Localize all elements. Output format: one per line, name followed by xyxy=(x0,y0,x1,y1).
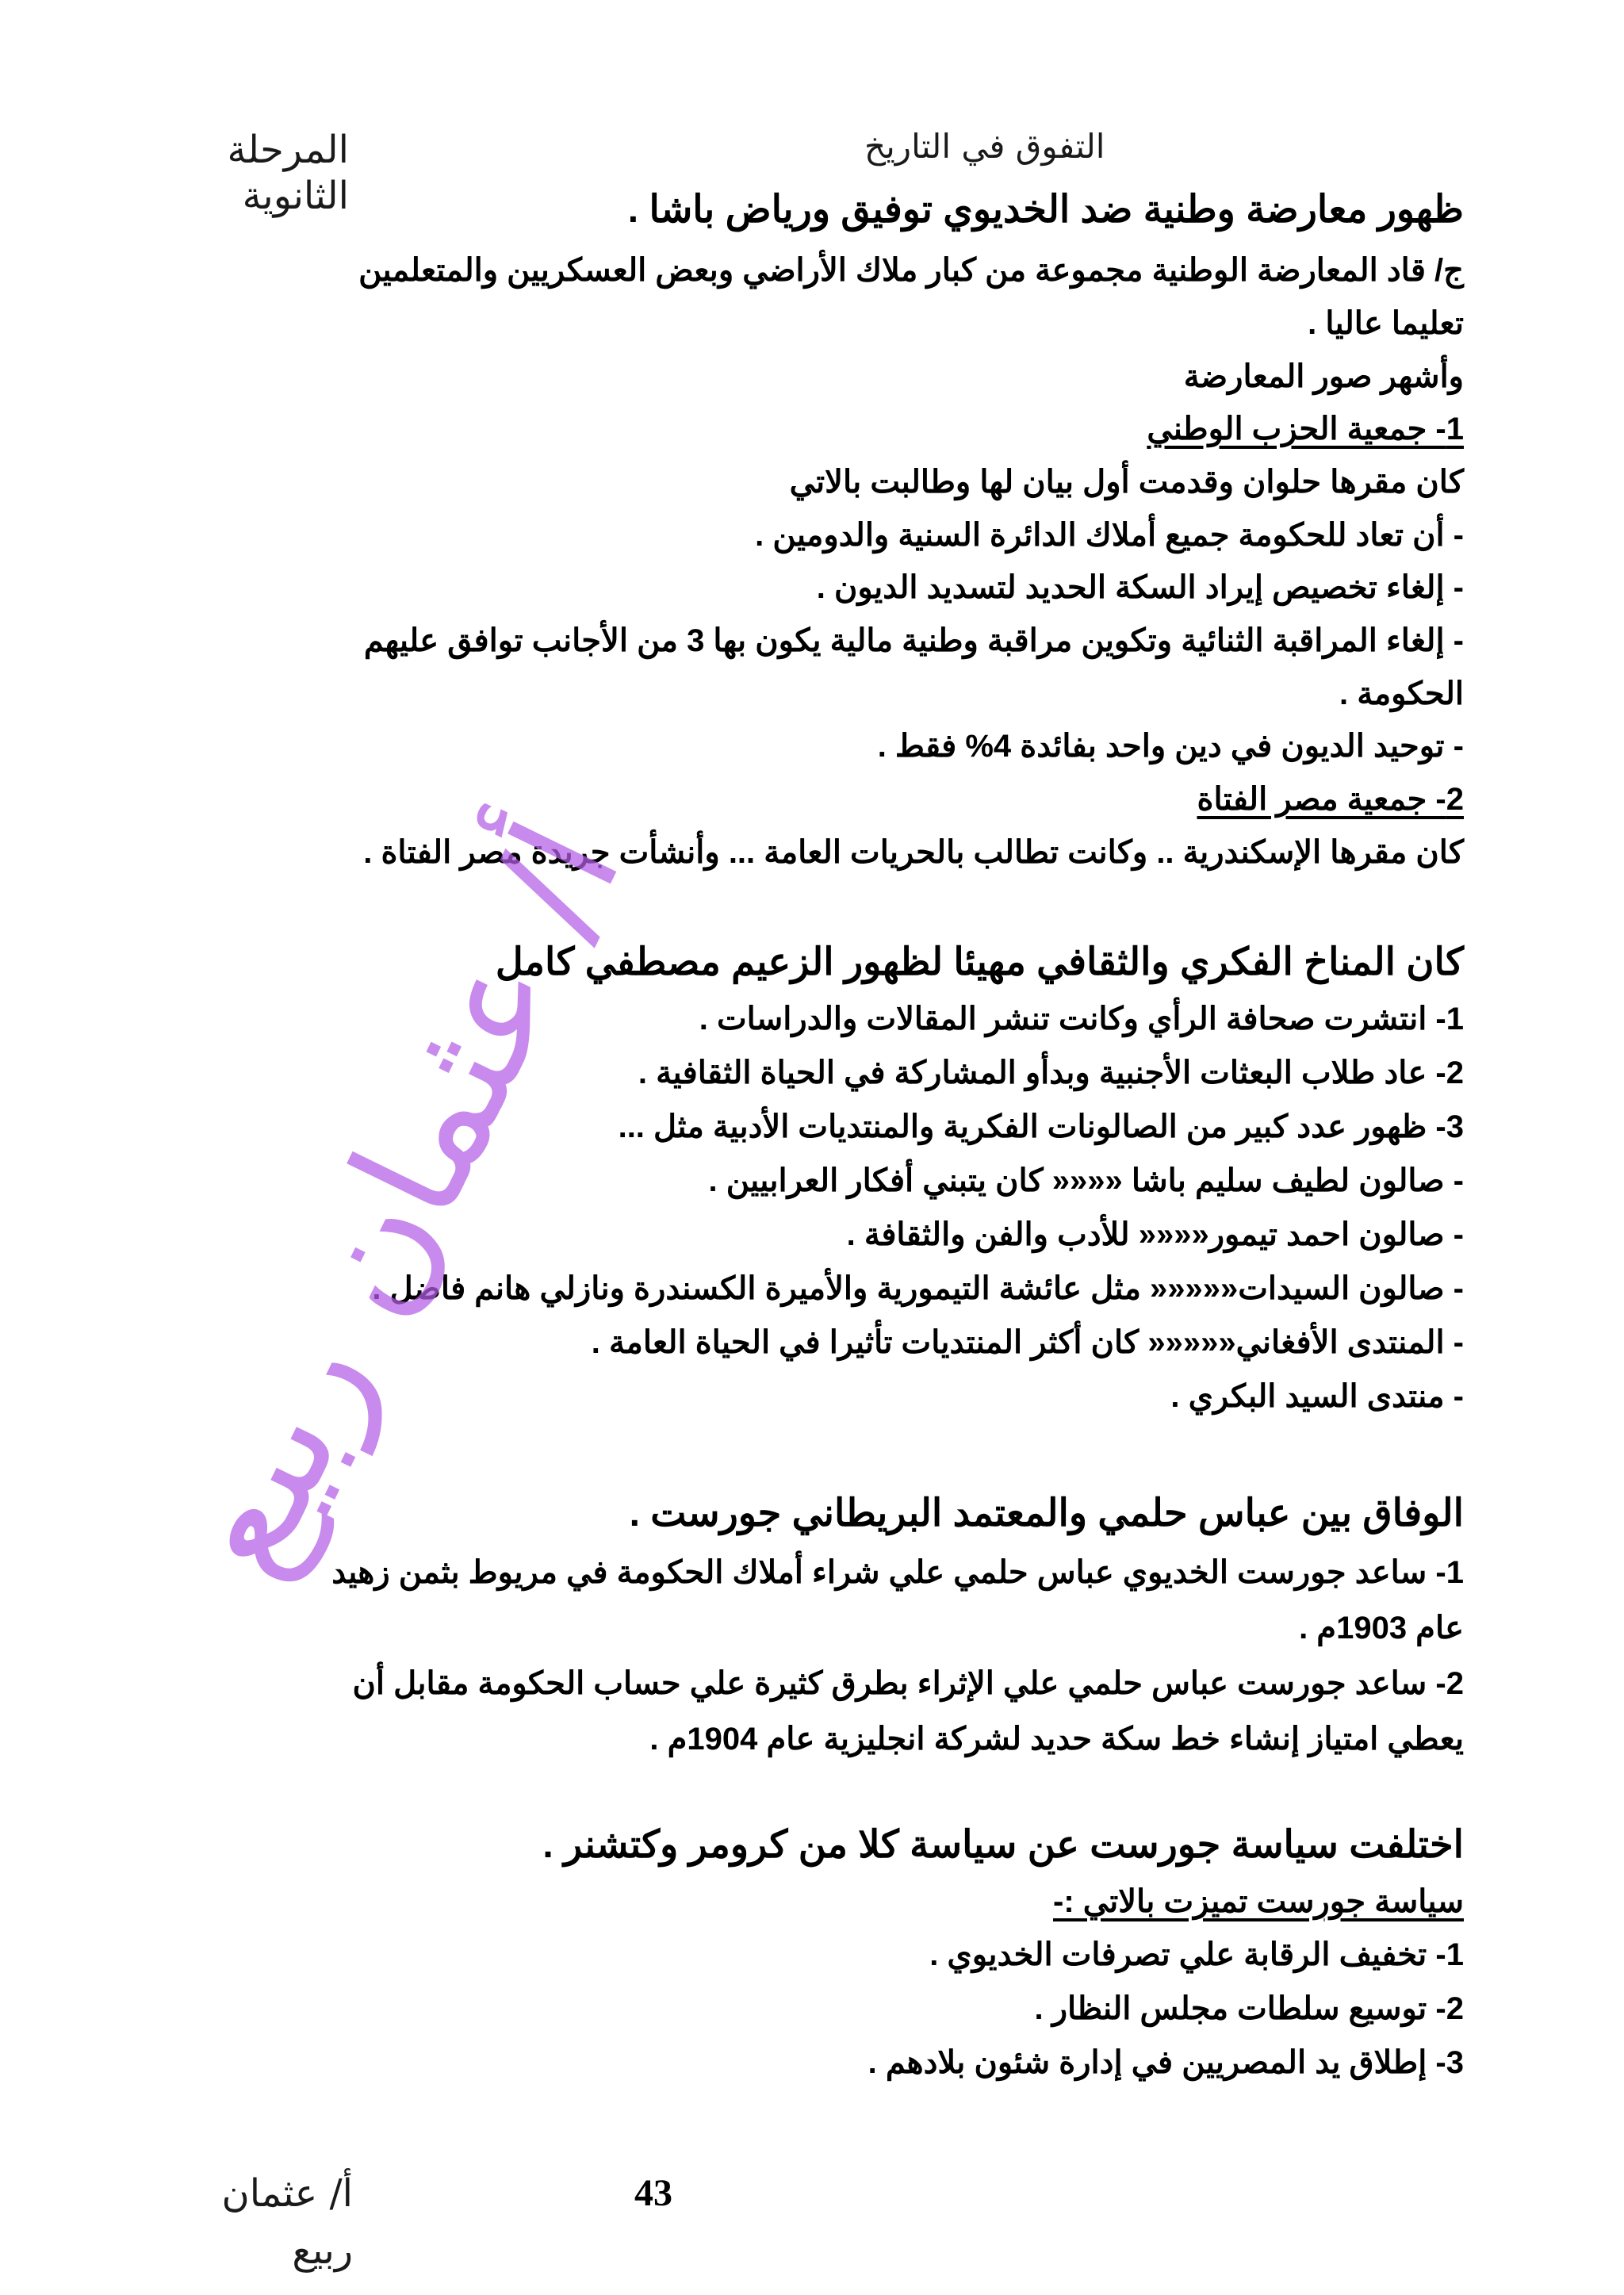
section-title-opposition: ظهور معارضة وطنية ضد الخديوي توفيق ورياض باشا . xyxy=(627,189,1464,231)
author-signature: أ/ عثمان ربيع xyxy=(221,2171,353,2273)
stage-label: المرحلة الثانوية xyxy=(227,128,349,218)
national-party-intro: كان مقرها حلوان وقدمت أول بيان لها وطالبت بالاتي xyxy=(789,465,1464,500)
demand-item: - توحيد الديون في دين واحد بفائدة 4% فقط . xyxy=(877,729,1464,764)
demand-item-continued: الحكومة . xyxy=(1339,676,1464,711)
section-title-gorst-policy: اختلفت سياسة جورست عن سياسة كلا من كرومر وكتشنر . xyxy=(542,1824,1464,1866)
gorst-policy-point: 3- إطلاق يد المصريين في إدارة شئون بلادهم . xyxy=(868,2045,1464,2080)
salon-item: - صالون السيدات««««« مثل عائشة التيمورية والأميرة الكسندرة ونازلي هانم فاضل . xyxy=(372,1271,1464,1306)
opposition-forms-heading: وأشهر صور المعارضة xyxy=(1183,359,1464,394)
climate-point: 3- ظهور عدد كبير من الصالونات الفكرية والمنتديات الأدبية مثل ... xyxy=(618,1109,1464,1144)
watermark-text: أ/ عثمان ربيع xyxy=(143,797,655,1601)
opposition-leaders-line1: ج/ قاد المعارضة الوطنية مجموعة من كبار ملاك الأراضي وبعض العسكريين والمتعلمين xyxy=(358,253,1464,288)
gorst-policy-subheading: سياسة جورست تميزت بالاتي :- xyxy=(1053,1884,1464,1919)
climate-point: 2- عاد طلاب البعثات الأجنبية وبدأو المشاركة في الحياة الثقافية . xyxy=(638,1056,1464,1090)
climate-point: 1- انتشرت صحافة الرأي وكانت تنشر المقالات والدراسات . xyxy=(699,1002,1464,1036)
section-title-abbas-gorst: الوفاق بين عباس حلمي والمعتمد البريطاني جورست . xyxy=(629,1492,1464,1534)
section-title-climate: كان المناخ الفكري والثقافي مهيئا لظهور الزعيم مصطفي كامل xyxy=(495,941,1464,983)
demand-item: - إلغاء تخصيص إيراد السكة الحديد لتسديد الديون . xyxy=(816,570,1464,605)
abbas-point-continued: عام 1903م . xyxy=(1299,1611,1464,1646)
misr-alfatah-text: كان مقرها الإسكندرية .. وكانت تطالب بالحريات العامة ... وأنشأت جريدة مصر الفتاة . xyxy=(363,835,1464,870)
salon-item: - صالون لطيف سليم باشا «««« كان يتبني أفكار العرابيين . xyxy=(708,1163,1464,1198)
gorst-policy-point: 2- توسيع سلطات مجلس النظار . xyxy=(1034,1991,1464,2026)
course-title: التفوق في التاريخ xyxy=(864,127,1105,166)
salon-item: - منتدى السيد البكري . xyxy=(1170,1379,1464,1414)
salon-item: - صالون احمد تيمور«««« للأدب والفن والثقافة . xyxy=(846,1217,1464,1252)
page-number: 43 xyxy=(634,2172,672,2214)
demand-item: - أن تعاد للحكومة جميع أملاك الدائرة السنية والدومين . xyxy=(755,518,1464,553)
demand-item: - إلغاء المراقبة الثنائية وتكوين مراقبة وطنية مالية يكون بها 3 من الأجانب توافق عليهم xyxy=(363,623,1464,658)
abbas-point: 2- ساعد جورست عباس حلمي علي الإثراء بطرق كثيرة علي حساب الحكومة مقابل أن xyxy=(352,1666,1464,1701)
national-party-heading: 1- جمعية الحزب الوطني xyxy=(1147,412,1464,446)
salon-item: - المنتدى الأفغاني««««« كان أكثر المنتديات تأثيرا في الحياة العامة . xyxy=(591,1325,1464,1360)
abbas-point-continued: يعطي امتياز إنشاء خط سكة حديد لشركة انجليزية عام 1904م . xyxy=(649,1722,1464,1757)
misr-alfatah-heading: 2- جمعية مصر الفتاة xyxy=(1197,782,1464,817)
abbas-point: 1- ساعد جورست الخديوي عباس حلمي علي شراء أملاك الحكومة في مريوط بثمن زهيد xyxy=(331,1555,1464,1590)
gorst-policy-point: 1- تخفيف الرقابة علي تصرفات الخديوي . xyxy=(929,1937,1464,1972)
opposition-leaders-line2: تعليما عاليا . xyxy=(1308,306,1464,341)
